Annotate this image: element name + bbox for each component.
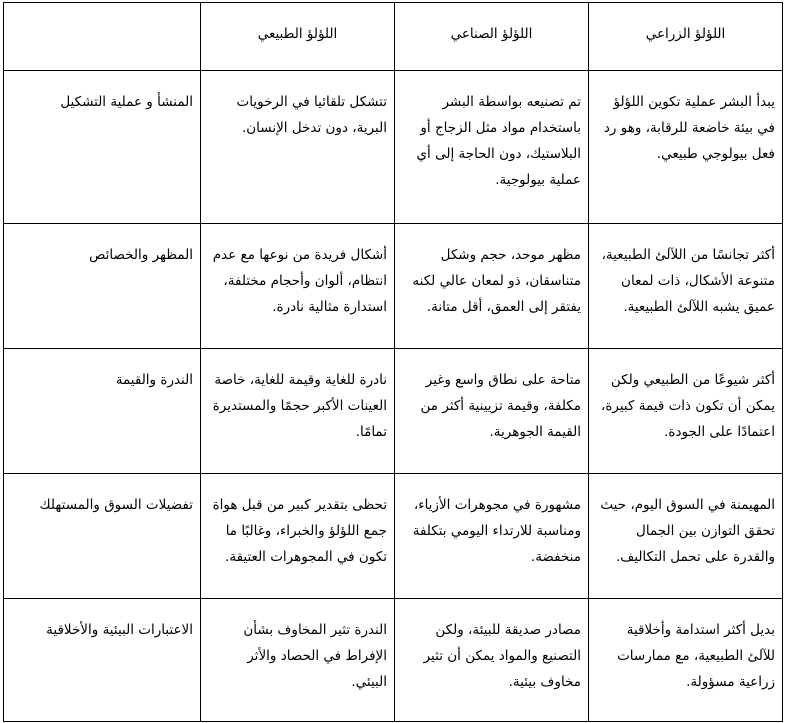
cell-cultured: المهيمنة في السوق اليوم، حيث تحقق التوازن بين الجمال والقدرة على تحمل التكاليف. [589, 474, 783, 599]
cell-artificial: مظهر موحد، حجم وشكل متناسقان، ذو لمعان عالي لكنه يفتقر إلى العمق، أقل متانة. [395, 224, 589, 349]
cell-natural: نادرة للغاية وقيمة للغاية، خاصة العينات الأكبر حجمًا والمستديرة تمامًا. [201, 349, 395, 474]
header-artificial: اللؤلؤ الصناعي [395, 3, 589, 71]
table-row [4, 349, 783, 474]
cell-cultured: أكثر شيوعًا من الطبيعي ولكن يمكن أن تكون ذات قيمة كبيرة، اعتمادًا على الجودة. [589, 349, 783, 474]
row-label: الندرة والقيمة [4, 349, 201, 474]
cell-natural: تحظى بتقدير كبير من قبل هواة جمع اللؤلؤ والخبراء، وغالبًا ما تكون في المجوهرات العتيقة. [201, 474, 395, 599]
cell-natural: تتشكل تلقائيا في الرخويات البرية، دون تدخل الإنسان. [201, 71, 395, 224]
header-cultured: اللؤلؤ الزراعي [589, 3, 783, 71]
header-row [4, 3, 783, 71]
cell-cultured: أكثر تجانسًا من اللآلئ الطبيعية، متنوعة الأشكال، ذات لمعان عميق يشبه اللآلئ الطبيعية. [589, 224, 783, 349]
cell-artificial: متاحة على نطاق واسع وغير مكلفة، وقيمة تزيينية أكثر من القيمة الجوهرية. [395, 349, 589, 474]
cell-cultured: يبدأ البشر عملية تكوين اللؤلؤ في بيئة خاضعة للرقابة، وهو رد فعل بيولوجي طبيعي. [589, 71, 783, 224]
cell-artificial: مصادر صديقة للبيئة، ولكن التصنيع والمواد يمكن أن تثير مخاوف بيئية. [395, 599, 589, 722]
cell-natural: الندرة تثير المخاوف بشأن الإفراط في الحصاد والأثر البيئي. [201, 599, 395, 722]
cell-artificial: مشهورة في مجوهرات الأزياء، ومناسبة للارتداء اليومي بتكلفة منخفضة. [395, 474, 589, 599]
table-row [4, 474, 783, 599]
table-row [4, 71, 783, 224]
table-row [4, 224, 783, 349]
cell-artificial: تم تصنيعه بواسطة البشر باستخدام مواد مثل الزجاج أو البلاستيك، دون الحاجة إلى أي عملية بيولوجية. [395, 71, 589, 224]
cell-cultured: بديل أكثر استدامة وأخلاقية للآلئ الطبيعية، مع ممارسات زراعية مسؤولة. [589, 599, 783, 722]
row-label: تفضيلات السوق والمستهلك [4, 474, 201, 599]
header-empty [4, 3, 201, 71]
header-natural: اللؤلؤ الطبيعي [201, 3, 395, 71]
table-row [4, 599, 783, 722]
row-label: الاعتبارات البيئية والأخلاقية [4, 599, 201, 722]
cell-natural: أشكال فريدة من نوعها مع عدم انتظام، ألوان وأحجام مختلفة، استدارة مثالية نادرة. [201, 224, 395, 349]
pearl-comparison-table [3, 2, 783, 722]
row-label: المظهر والخصائص [4, 224, 201, 349]
row-label: المنشأ و عملية التشكيل [4, 71, 201, 224]
